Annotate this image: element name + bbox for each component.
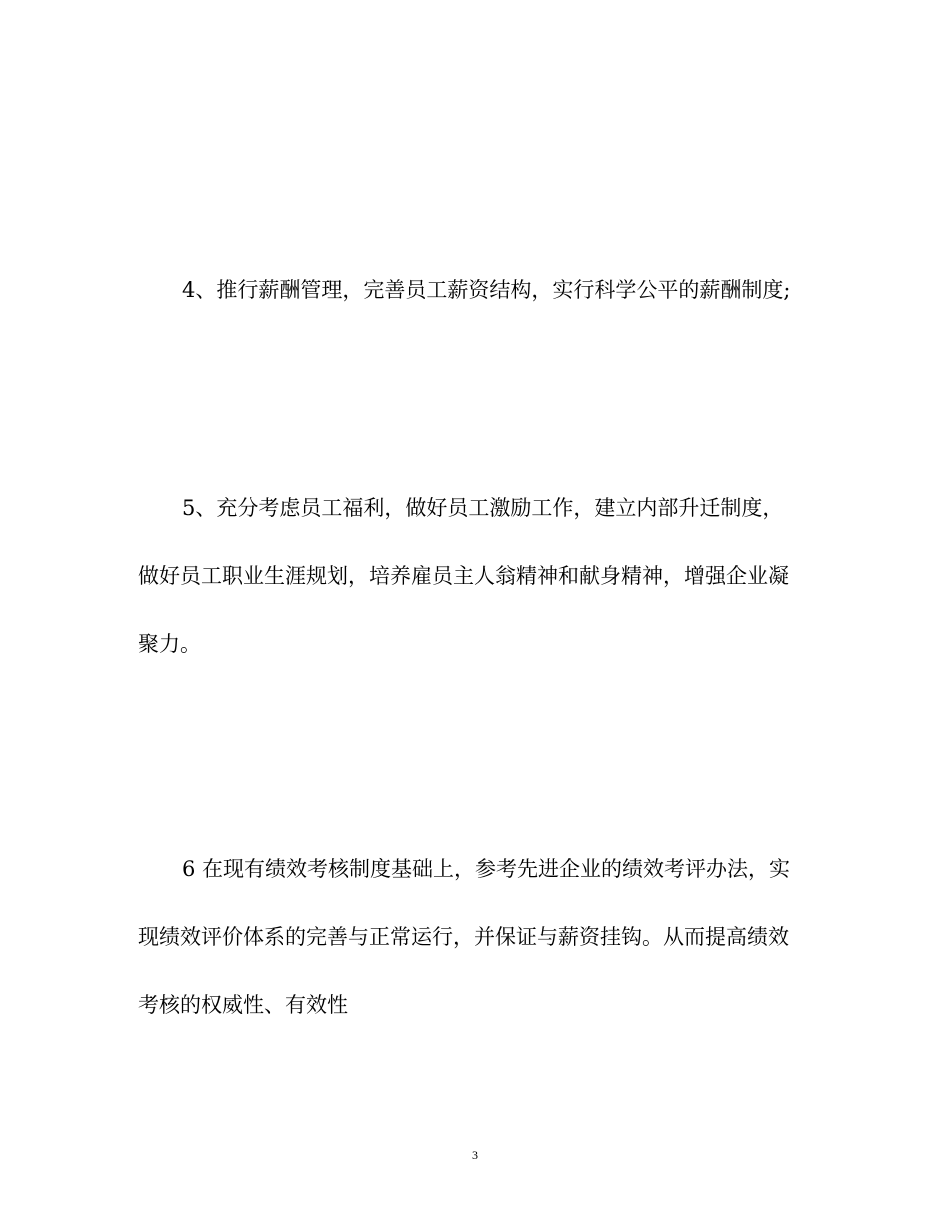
paragraph-line: 5、充分考虑员工福利，做好员工激励工作，建立内部升迁制度， [182, 496, 784, 520]
paragraph-line: 6 在现有绩效考核制度基础上，参考先进企业的绩效考评办法，实 [182, 857, 791, 881]
paragraph-item-5 [138, 474, 818, 678]
page-number: 3 [472, 1148, 478, 1162]
paragraph-line: 现绩效评价体系的完善与正常运行，并保证与薪资挂钩。从而提高绩效 [138, 925, 789, 949]
paragraph-line: 4、推行薪酬管理，完善员工薪资结构，实行科学公平的薪酬制度; [182, 278, 791, 302]
paragraph-item-6 [138, 835, 818, 1039]
paragraph-line: 聚力。 [138, 632, 201, 656]
paragraph-item-4 [138, 256, 818, 324]
paragraph-line: 做好员工职业生涯规划，培养雇员主人翁精神和献身精神，增强企业凝 [138, 564, 789, 588]
paragraph-line: 考核的权威性、有效性 [138, 993, 348, 1017]
